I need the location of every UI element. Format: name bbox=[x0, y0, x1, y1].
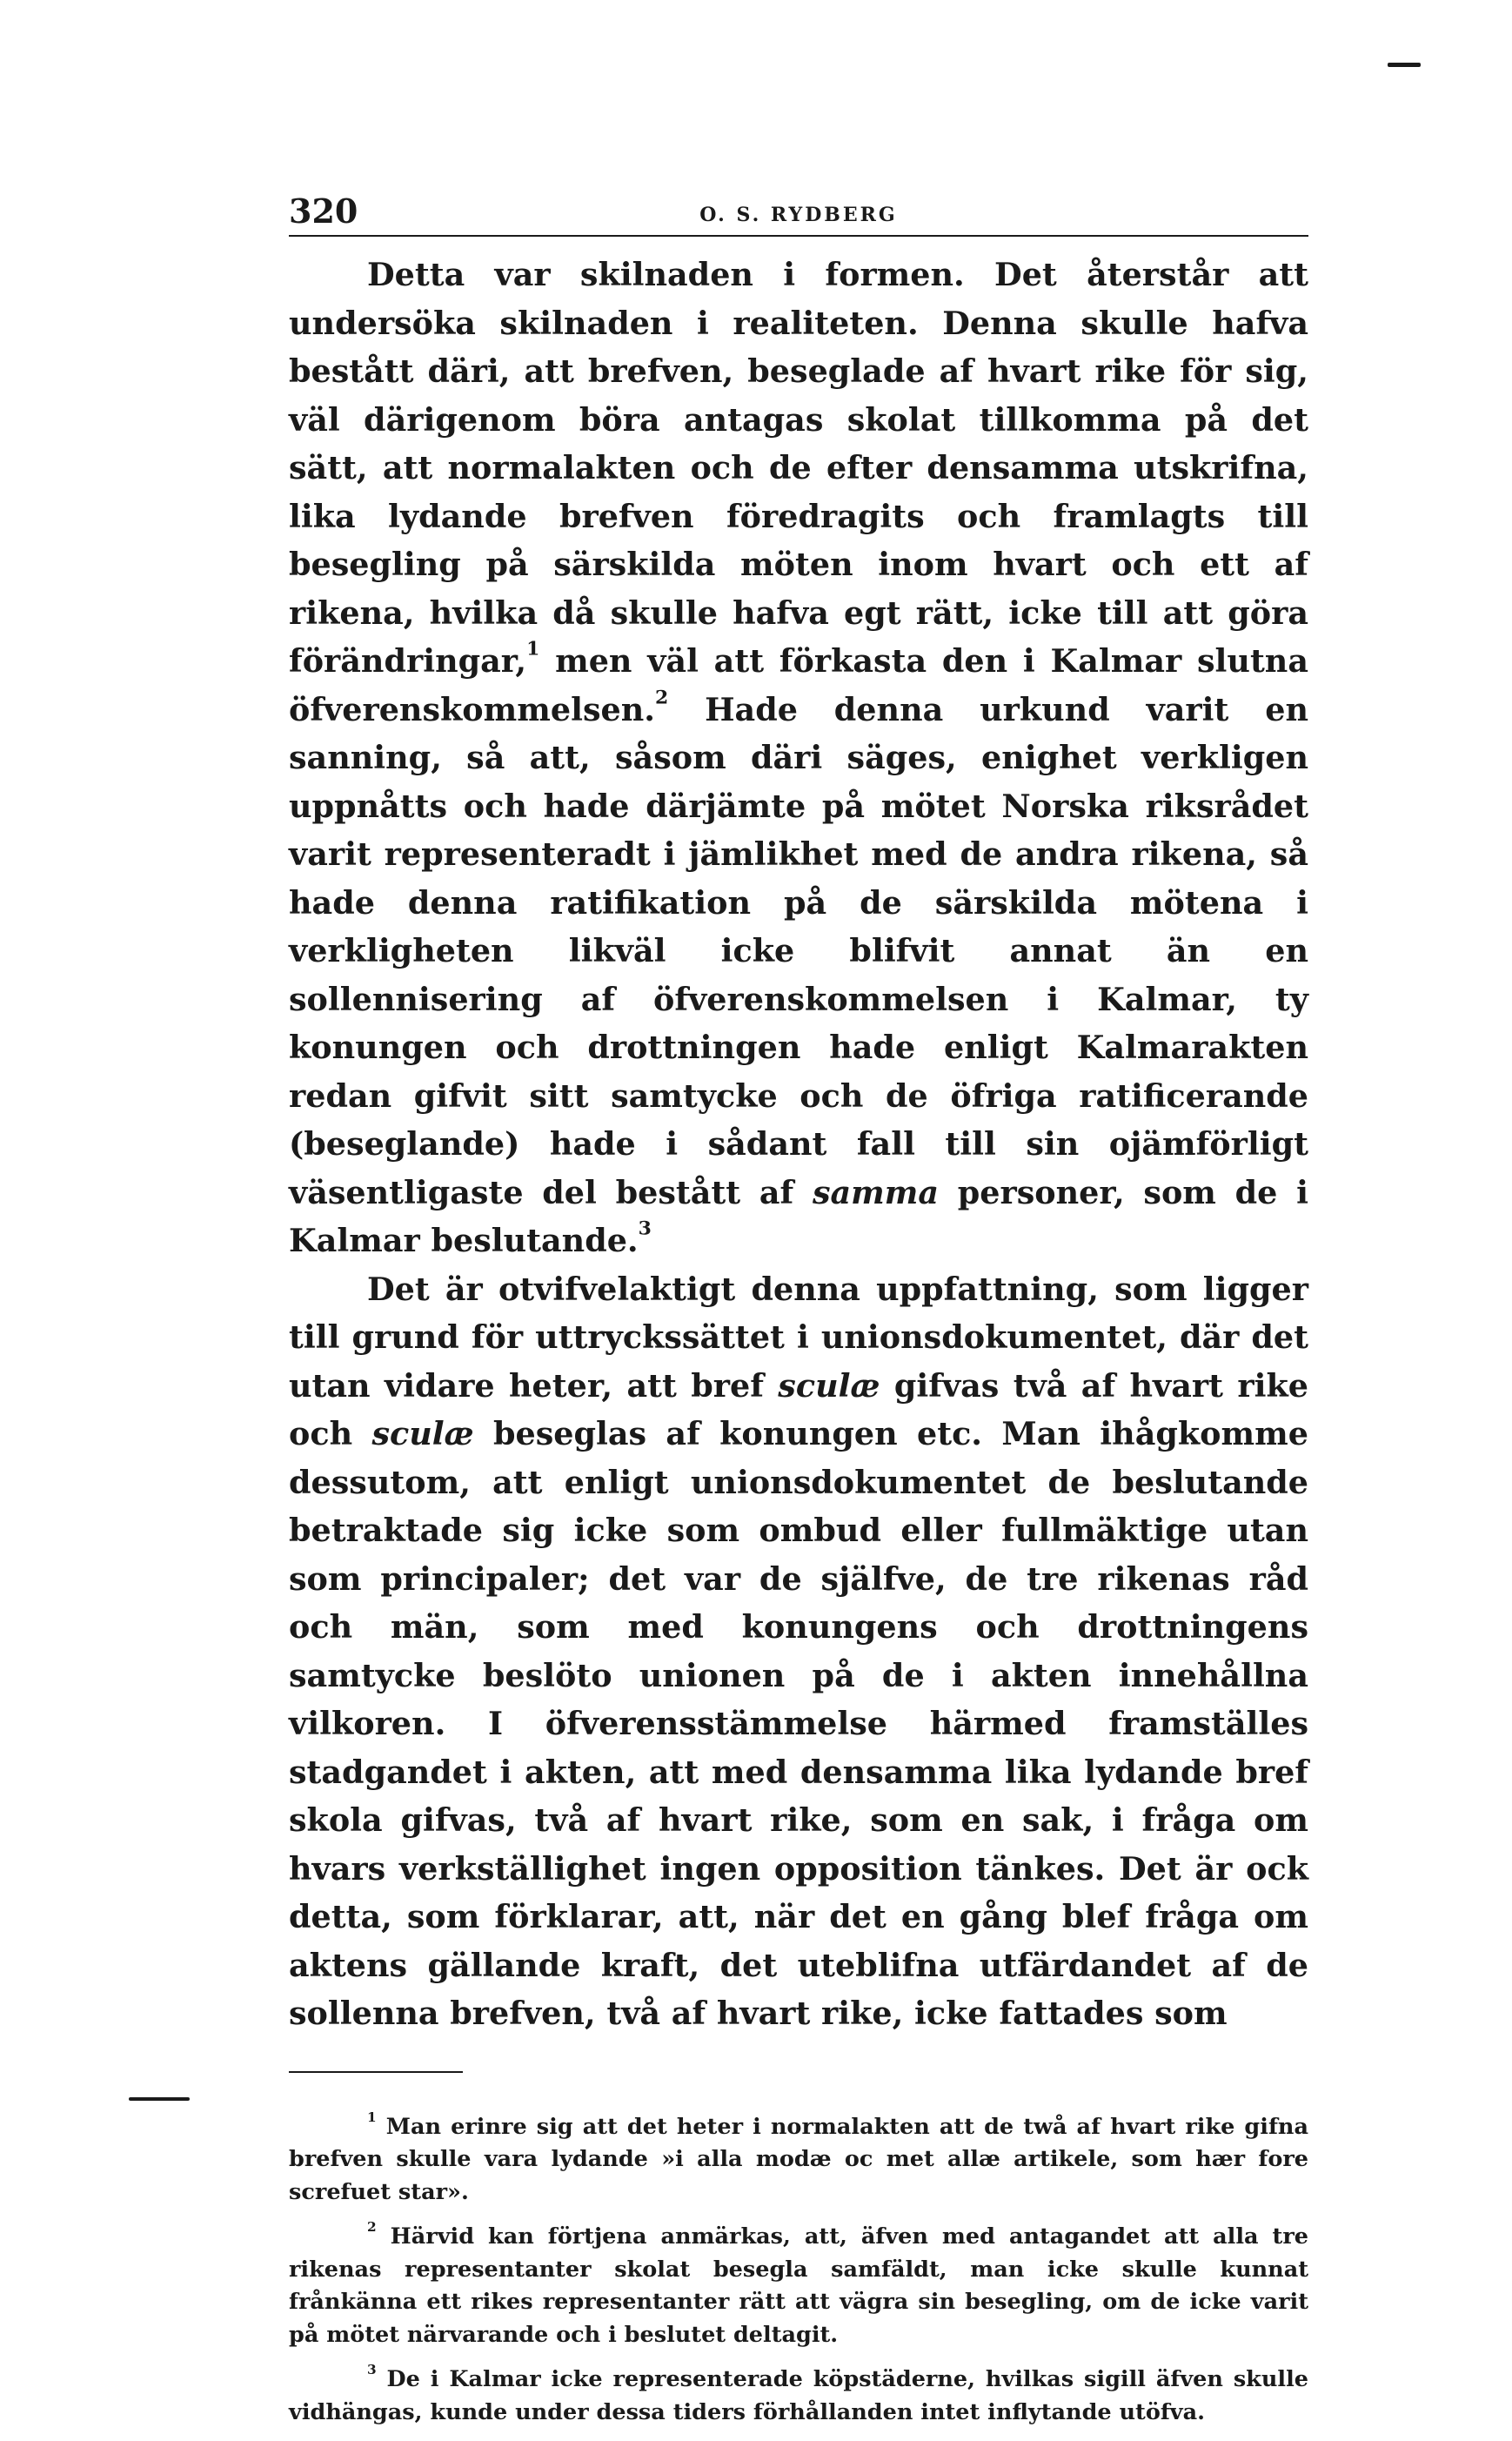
footnote-2 bbox=[289, 2221, 1308, 2351]
page-number: 320 bbox=[289, 191, 358, 231]
footnote-ref-1[interactable]: 1 bbox=[526, 637, 540, 661]
page-header bbox=[289, 174, 1308, 237]
emphasis-sculae-1: sculæ bbox=[778, 1366, 880, 1405]
paragraph-1: Detta var skilnaden i formen. Det återstår att undersöka skilnaden i realiteten. Denna skulle hafva bestått däri, att brefven, beseglade af hvart rike för sig, väl därigenom böra antagas skolat tillkomma på det sätt, att normalakten och de efter densamma utskrifna, lika lydande brefven föredragits och framlagts till besegling på särskilda möten inom hvart och ett af rikena, hvilka då skulle hafva egt rätt, icke till att göra förändringar,$^1$ men väl att förkasta den i Kalmar slutna öfverenskommelsen.$^2$ Hade denna urkund varit en sanning, så att, såsom däri säges, enighet verkligen uppnåtts och hade därjämte på mötet Norska riksrådet varit representeradt i jämlikhet med de andra rikena, så hade denna ratifikation på de särskilda mötena i verkligheten likväl icke blifvit annat än en sollennisering af öfverenskommelsen i Kalmar, ty konungen och drottningen hade enligt Kalmarakten redan gifvit sitt samtycke och de öfriga ratificerande (beseglande) hade i sådant fall till sin ojämförligt väsentligaste del bestått af samma personer, som de i Kalmar beslutande.$^3$ bbox=[289, 256, 1308, 1259]
footnote-ref-2[interactable]: 2 bbox=[655, 685, 669, 708]
footnote-text: Härvid kan förtjena anmärkas, att, äfven med antagandet att alla tre rikenas representanter skolat besegla samfäldt, man icke skulle kunnat frånkänna ett rikes representanter rätt att vägra sin besegling, om de icke varit på mötet närvarande och i beslutet deltagit. bbox=[289, 2223, 1308, 2348]
emphasis-samma: samma bbox=[812, 1173, 940, 1211]
paragraph-2: Det är otvifvelaktigt denna uppfattning, som ligger till grund för uttryckssättet i unionsdokumentet, där det utan vidare heter, att bref sculæ gifvas två af hvart rike och sculæ beseglas af konungen etc. Man ihågkomme dessutom, att enligt unionsdokumentet de beslutande betraktade sig icke som ombud eller fullmäktige utan som principaler; det var de själfve, de tre rikenas råd och män, som med konungens och drottningens samtycke beslöto unionen på de i akten innehållna vilkoren. I öfverensstämmelse härmed framställes stadgandet i akten, att med densamma lika lydande bref skola gifvas, två af hvart rike, som en sak, i fråga om hvars verkställighet ingen opposition tänkes. Det är ock detta, som förklarar, att, när det en gång blef fråga om aktens gällande kraft, det uteblifna utfärdandet af de sollenna brefven, två af hvart rike, icke fattades som bbox=[289, 1270, 1308, 2032]
running-head: O. S. RYDBERG bbox=[699, 204, 898, 226]
emphasis-sculae-2: sculæ bbox=[371, 1415, 474, 1452]
footnote-3 bbox=[289, 2364, 1308, 2429]
footnotes bbox=[289, 2111, 1308, 2430]
footnote-1 bbox=[289, 2111, 1308, 2210]
footnote-marker: 1 bbox=[367, 2109, 377, 2125]
footnote-text: De i Kalmar icke representerade köpstäderne, hvilkas sigill äfven skulle vidhängas, kunde under dessa tiders förhållanden intet inflytande utöfva. bbox=[289, 2366, 1308, 2425]
footnote-marker: 2 bbox=[367, 2219, 377, 2236]
footnote-ref-3[interactable]: 3 bbox=[638, 1217, 652, 1240]
scan-mark-bottom bbox=[129, 2097, 190, 2101]
footnote-text: Man erinre sig att det heter i normalakten att de twå af hvart rike gifna brefven skulle vara lydande »i alla modæ oc met allæ artikele, som hær fore screfuet star». bbox=[289, 2113, 1308, 2205]
footnote-marker: 3 bbox=[367, 2362, 377, 2378]
footnote-divider bbox=[289, 2071, 463, 2073]
book-page bbox=[289, 174, 1308, 2441]
scan-mark-top bbox=[1388, 63, 1421, 67]
body-text bbox=[289, 237, 1308, 2038]
